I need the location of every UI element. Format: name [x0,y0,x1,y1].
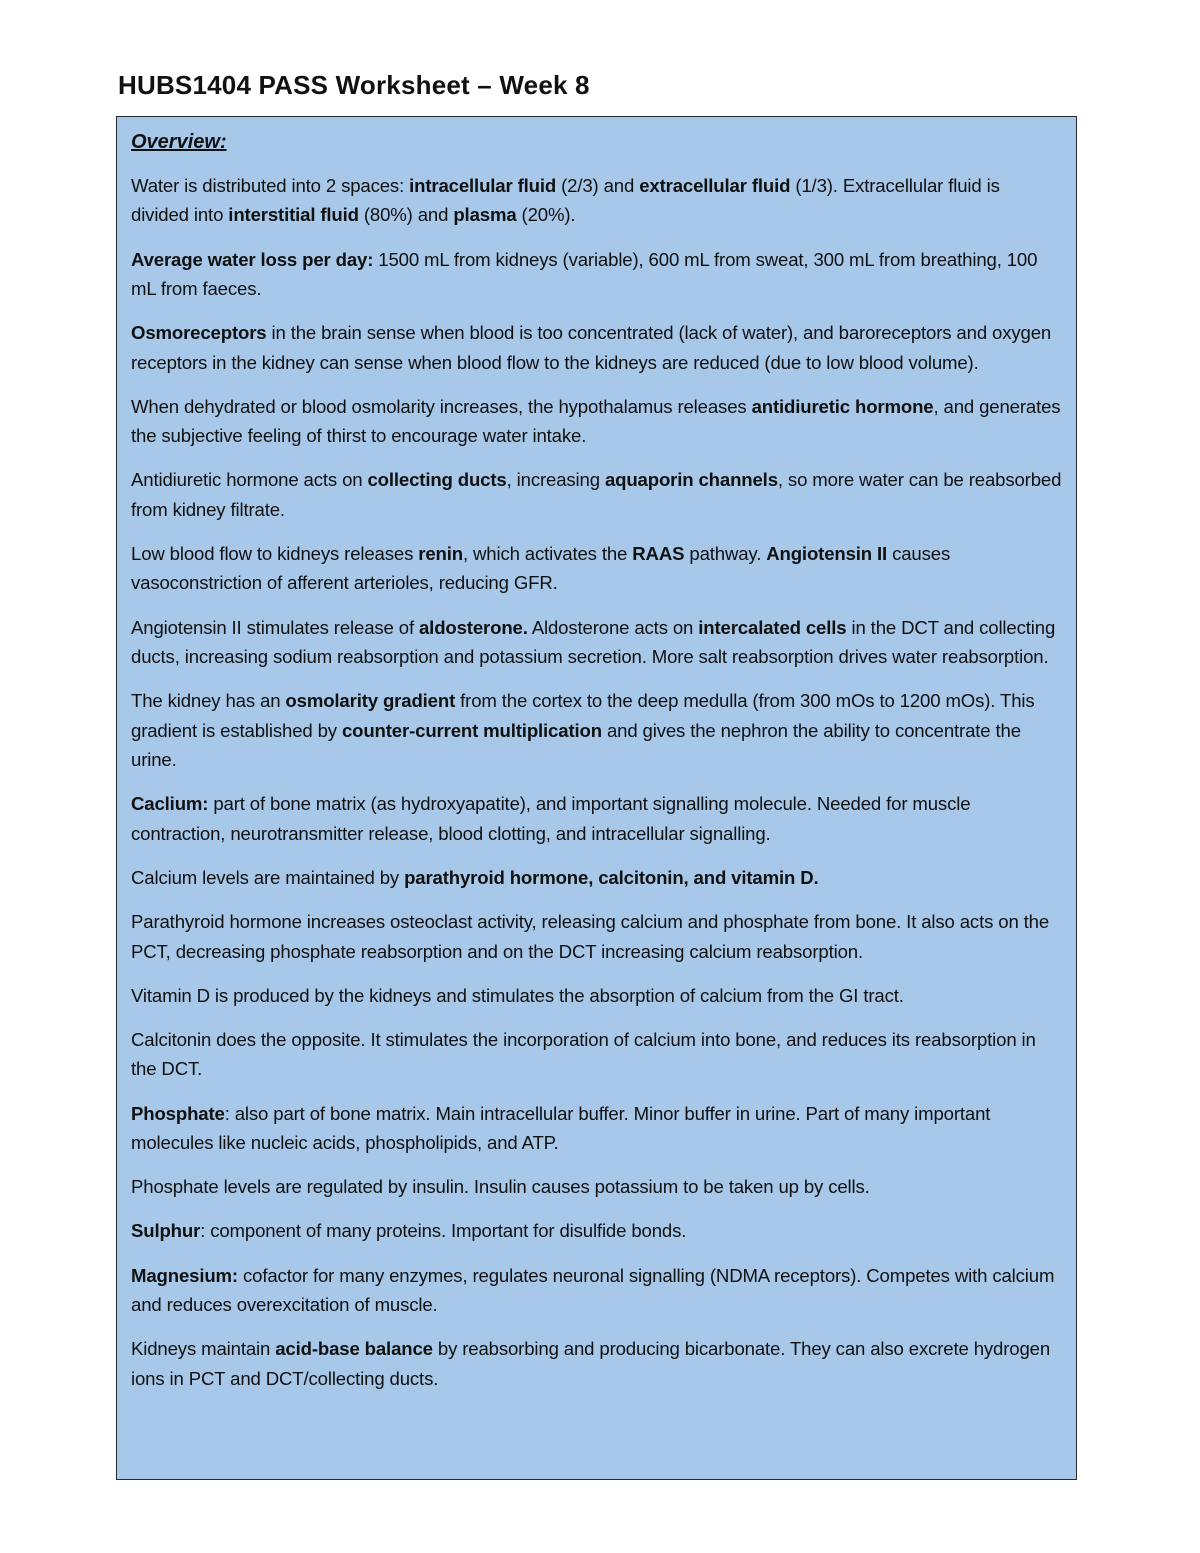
bold-term: Osmoreceptors [131,322,267,344]
text-run: from the cortex to the deep medulla (from 300 mOs to 1200 mOs). This gradient is established by [131,690,1035,741]
bold-term: counter-current multiplication [341,719,602,741]
text-run: Aldosterone acts on [527,616,699,638]
bold-term: osmolarity gradient [285,690,456,712]
text-run: Calcitonin does the opposite. It stimulates the incorporation of calcium into bone, and reduces its reabsorption in the DCT. [131,1028,1036,1080]
text-run: , increasing [506,469,605,491]
bold-term: renin [418,543,463,565]
overview-paragraph [131,245,1062,304]
overview-paragraph [131,613,1062,672]
text-run: , which activates the [462,543,633,565]
text-run: (2/3) and [556,175,640,196]
text-run: Low blood flow to kidneys releases [131,543,419,565]
overview-paragraph [131,539,1062,598]
bold-term: acid-base balance [275,1338,433,1360]
text-run: by reabsorbing and producing bicarbonate. They can also excrete hydrogen ions in PCT and DCT/collecting ducts. [131,1338,1051,1389]
bold-term: Magnesium: [131,1264,238,1286]
bold-term: Phosphate [131,1102,225,1124]
bold-term: RAAS [632,543,685,565]
overview-box [116,116,1077,1480]
text-run: Phosphate levels are regulated by insulin. Insulin causes potassium to be taken up by cells. [131,1176,870,1198]
worksheet-title: HUBS1404 PASS Worksheet – Week 8 [118,70,590,100]
bold-term: aquaporin channels [604,469,778,491]
overview-paragraph [131,1334,1062,1393]
text-run: Angiotensin II stimulates release of [131,616,419,638]
overview-paragraph [131,686,1062,774]
bold-term: Caclium: [131,793,209,815]
text-run: in the brain sense when blood is too concentrated (lack of water), and baroreceptors and oxygen receptors in the kidney can sense when blood flow to the kidneys are reduced (due to low blood volume). [131,322,1052,373]
bold-term: intracellular fluid [409,175,557,196]
text-run: and gives the nephron the ability to concentrate the urine. [131,719,1021,771]
overview-paragraph [131,863,1062,892]
text-run: (1/3). Extracellular fluid is divided into [131,175,1000,226]
text-run: Antidiuretic hormone acts on [131,469,368,491]
text-run: Water is distributed into 2 spaces: [131,175,410,196]
text-run: The kidney has an [131,690,286,712]
text-run: , so more water can be reabsorbed from kidney filtrate. [131,469,1062,520]
text-run: Calcium levels are maintained by [131,866,405,888]
overview-paragraph [131,981,1062,1010]
text-run: Kidneys maintain [131,1338,276,1360]
bold-term: plasma [453,204,517,226]
text-run: causes vasoconstriction of afferent arterioles, reducing GFR. [131,543,951,594]
overview-heading: Overview: [131,131,227,153]
overview-paragraph [131,1261,1062,1320]
text-run: pathway. [684,543,767,565]
overview-paragraph [131,1216,1062,1245]
bold-term: antidiuretic hormone [751,395,934,417]
overview-paragraphs [131,171,1062,1393]
overview-paragraph [131,1025,1062,1084]
text-run: part of bone matrix (as hydroxyapatite), and important signalling molecule. Needed for muscle contraction, neurotransmitter release, blood clotting, and intracellular signalling. [131,793,971,844]
text-run: When dehydrated or blood osmolarity increases, the hypothalamus releases [131,395,752,417]
text-run: cofactor for many enzymes, regulates neuronal signalling (NDMA receptors). Competes with calcium and reduces overexcitation of muscle. [131,1264,1055,1315]
overview-paragraph [131,1172,1062,1201]
text-run: in the DCT and collecting ducts, increasing sodium reabsorption and potassium secretion. More salt reabsorption drives water reabsorption. [131,616,1056,668]
text-run: , and generates the subjective feeling of thirst to encourage water intake. [131,395,1061,447]
overview-paragraph [131,465,1062,524]
bold-term: Sulphur [131,1220,201,1242]
text-run: : component of many proteins. Important for disulfide bonds. [200,1220,687,1242]
text-run: 1500 mL from kidneys (variable), 600 mL from sweat, 300 mL from breathing, 100 mL from faeces. [131,248,1038,300]
bold-term: collecting ducts [367,469,507,491]
text-run: Parathyroid hormone increases osteoclast activity, releasing calcium and phosphate from bone. It also acts on the PCT, decreasing phosphate reabsorption and on the DCT increasing calcium reabsorption. [131,911,1050,962]
overview-paragraph [131,318,1062,377]
text-run: Vitamin D is produced by the kidneys and stimulates the absorption of calcium from the GI tract. [131,984,904,1006]
overview-paragraph [131,171,1062,230]
overview-paragraph [131,789,1062,848]
text-run: (80%) and [358,204,454,226]
bold-term: parathyroid hormone, calcitonin, and vitamin D. [404,866,819,888]
overview-paragraph [131,1099,1062,1158]
text-run: (20%). [516,204,576,226]
overview-paragraph [131,392,1062,451]
bold-term: Average water loss per day: [131,248,374,270]
bold-term: Angiotensin II [766,543,888,565]
text-run: : also part of bone matrix. Main intracellular buffer. Minor buffer in urine. Part of many important molecules like nucleic acids, phospholipids, and ATP. [131,1102,991,1153]
overview-paragraph [131,907,1062,966]
bold-term: interstitial fluid [228,204,359,226]
bold-term: extracellular fluid [639,175,791,196]
bold-term: intercalated cells [698,616,847,638]
bold-term: aldosterone. [418,616,528,638]
